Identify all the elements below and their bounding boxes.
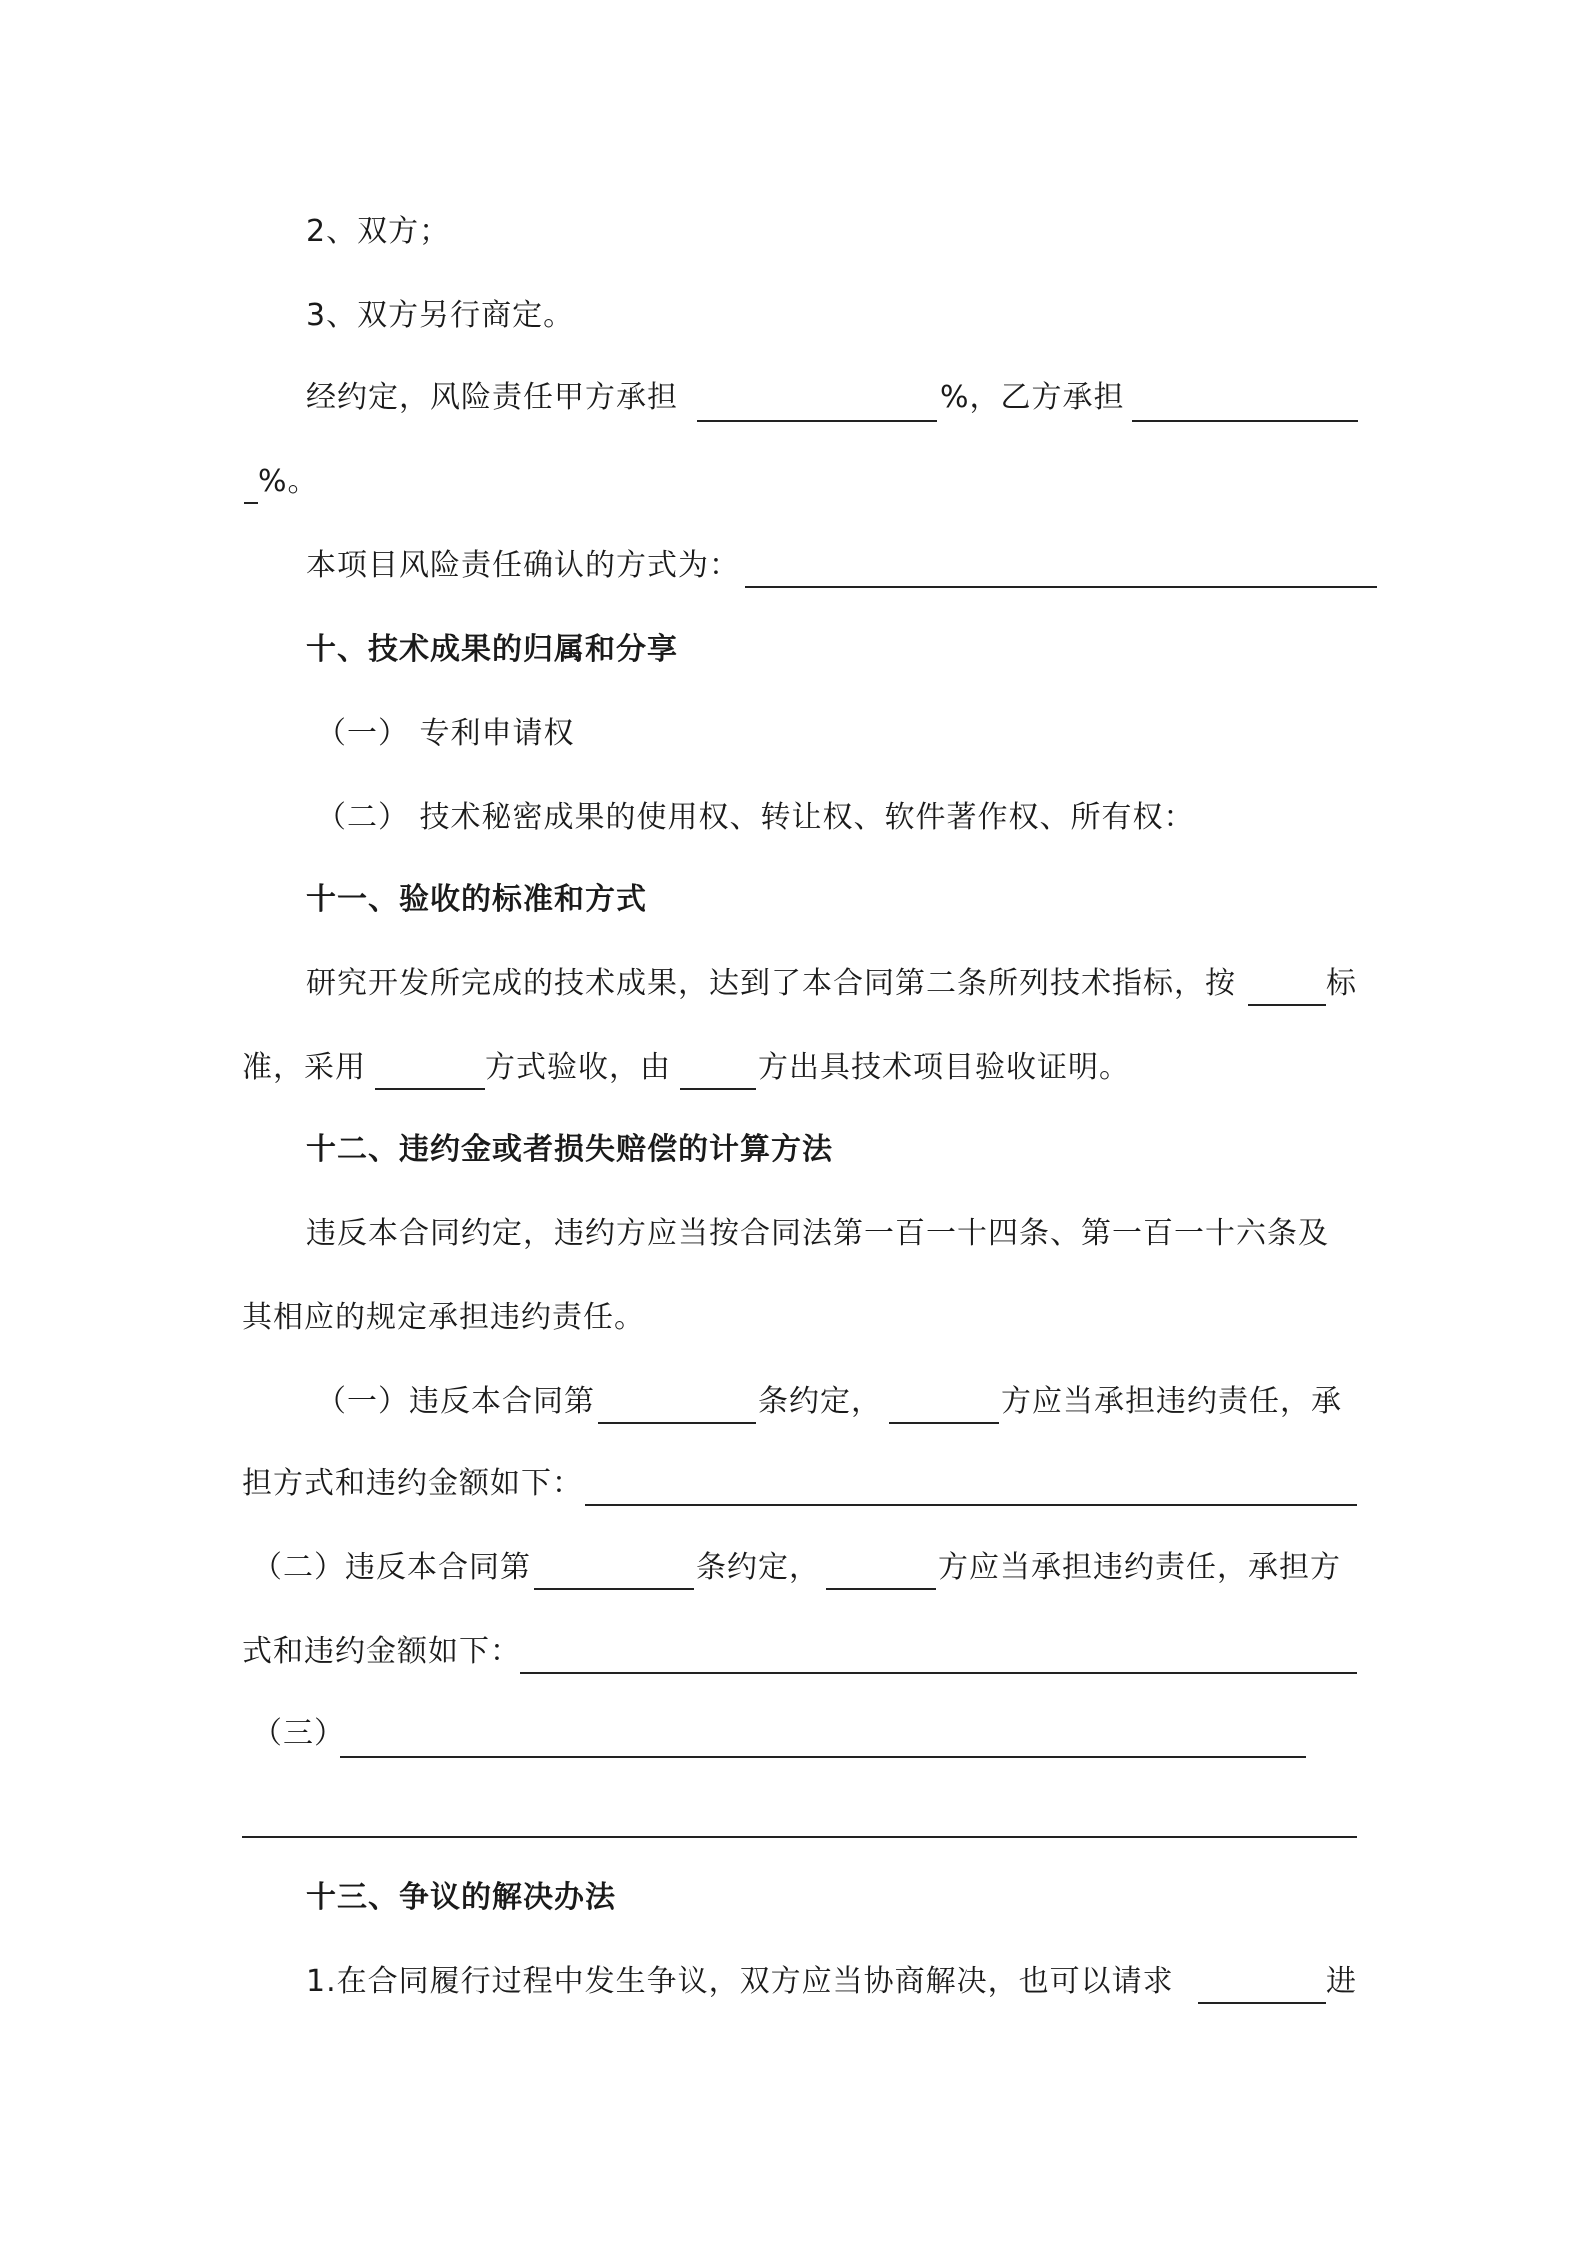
mediator-blank[interactable] [1198,2002,1326,2004]
breach-item-3-blank[interactable] [340,1756,1306,1758]
acceptance-text-1-end: 标 [1326,966,1357,1001]
breach-item-1-text-b: 条约定， [758,1384,882,1419]
clause-item-2: 2、双方； [306,214,451,249]
percent-prefix-blank[interactable] [244,502,258,504]
party-a-risk-blank[interactable] [697,420,937,422]
risk-confirmation-label: 本项目风险责任确认的方式为： [306,548,740,583]
section-heading-11: 十一、验收的标准和方式 [306,882,647,917]
acceptance-text-2c: 方出具技术项目验收证明。 [758,1050,1130,1085]
risk-split-text: 经约定，风险责任甲方承担 [306,380,678,415]
section-heading-12: 十二、违约金或者损失赔偿的计算方法 [306,1132,833,1167]
breach-item-2-text-b: 条约定， [696,1550,820,1585]
breach-item-2-amount-blank[interactable] [520,1672,1357,1674]
breach-item-2-article-blank[interactable] [534,1588,694,1590]
breach-item-2-amount-label: 式和违约金额如下： [242,1634,521,1669]
acceptance-standard-blank[interactable] [1248,1004,1326,1006]
dispute-text-1-end: 进 [1326,1964,1357,1999]
breach-text-2: 其相应的规定承担违约责任。 [242,1300,645,1335]
percent-suffix: %。 [258,464,319,499]
breach-item-1-amount-blank[interactable] [585,1504,1357,1506]
breach-text-1: 违反本合同约定，违约方应当按合同法第一百一十四条、第一百一十六条及 [306,1216,1329,1251]
subclause-tech-secret-rights: （二） 技术秘密成果的使用权、转让权、软件著作权、所有权： [316,800,1195,835]
breach-item-1-text: （一）违反本合同第 [316,1384,595,1419]
subclause-patent-right: （一） 专利申请权 [316,716,575,751]
breach-item-1-text-c: 方应当承担违约责任，承 [1001,1384,1342,1419]
breach-item-2-text: （二）违反本合同第 [252,1550,531,1585]
breach-item-2-text-c: 方应当承担违约责任，承担方 [938,1550,1341,1585]
section-heading-10: 十、技术成果的归属和分享 [306,632,678,667]
risk-confirmation-blank[interactable] [745,586,1377,588]
acceptance-text-1: 研究开发所完成的技术成果，达到了本合同第二条所列技术指标，按 [306,966,1236,1001]
breach-item-1-amount-label: 担方式和违约金额如下： [242,1466,583,1501]
acceptance-text-2b: 方式验收，由 [485,1050,671,1085]
acceptance-method-blank[interactable] [375,1088,485,1090]
breach-item-1-article-blank[interactable] [598,1422,756,1424]
acceptance-text-2: 准，采用 [242,1050,366,1085]
risk-split-text-2: %，乙方承担 [940,380,1125,415]
dispute-text-1: 1.在合同履行过程中发生争议，双方应当协商解决，也可以请求 [306,1964,1174,1999]
clause-item-3: 3、双方另行商定。 [306,298,575,333]
breach-item-3-blank-line-2[interactable] [242,1836,1357,1838]
section-heading-13: 十三、争议的解决办法 [306,1880,616,1915]
breach-item-1-party-blank[interactable] [889,1422,999,1424]
breach-item-3-label: （三） [252,1716,345,1751]
certificate-issuer-blank[interactable] [680,1088,756,1090]
party-b-risk-blank[interactable] [1132,420,1358,422]
breach-item-2-party-blank[interactable] [826,1588,936,1590]
